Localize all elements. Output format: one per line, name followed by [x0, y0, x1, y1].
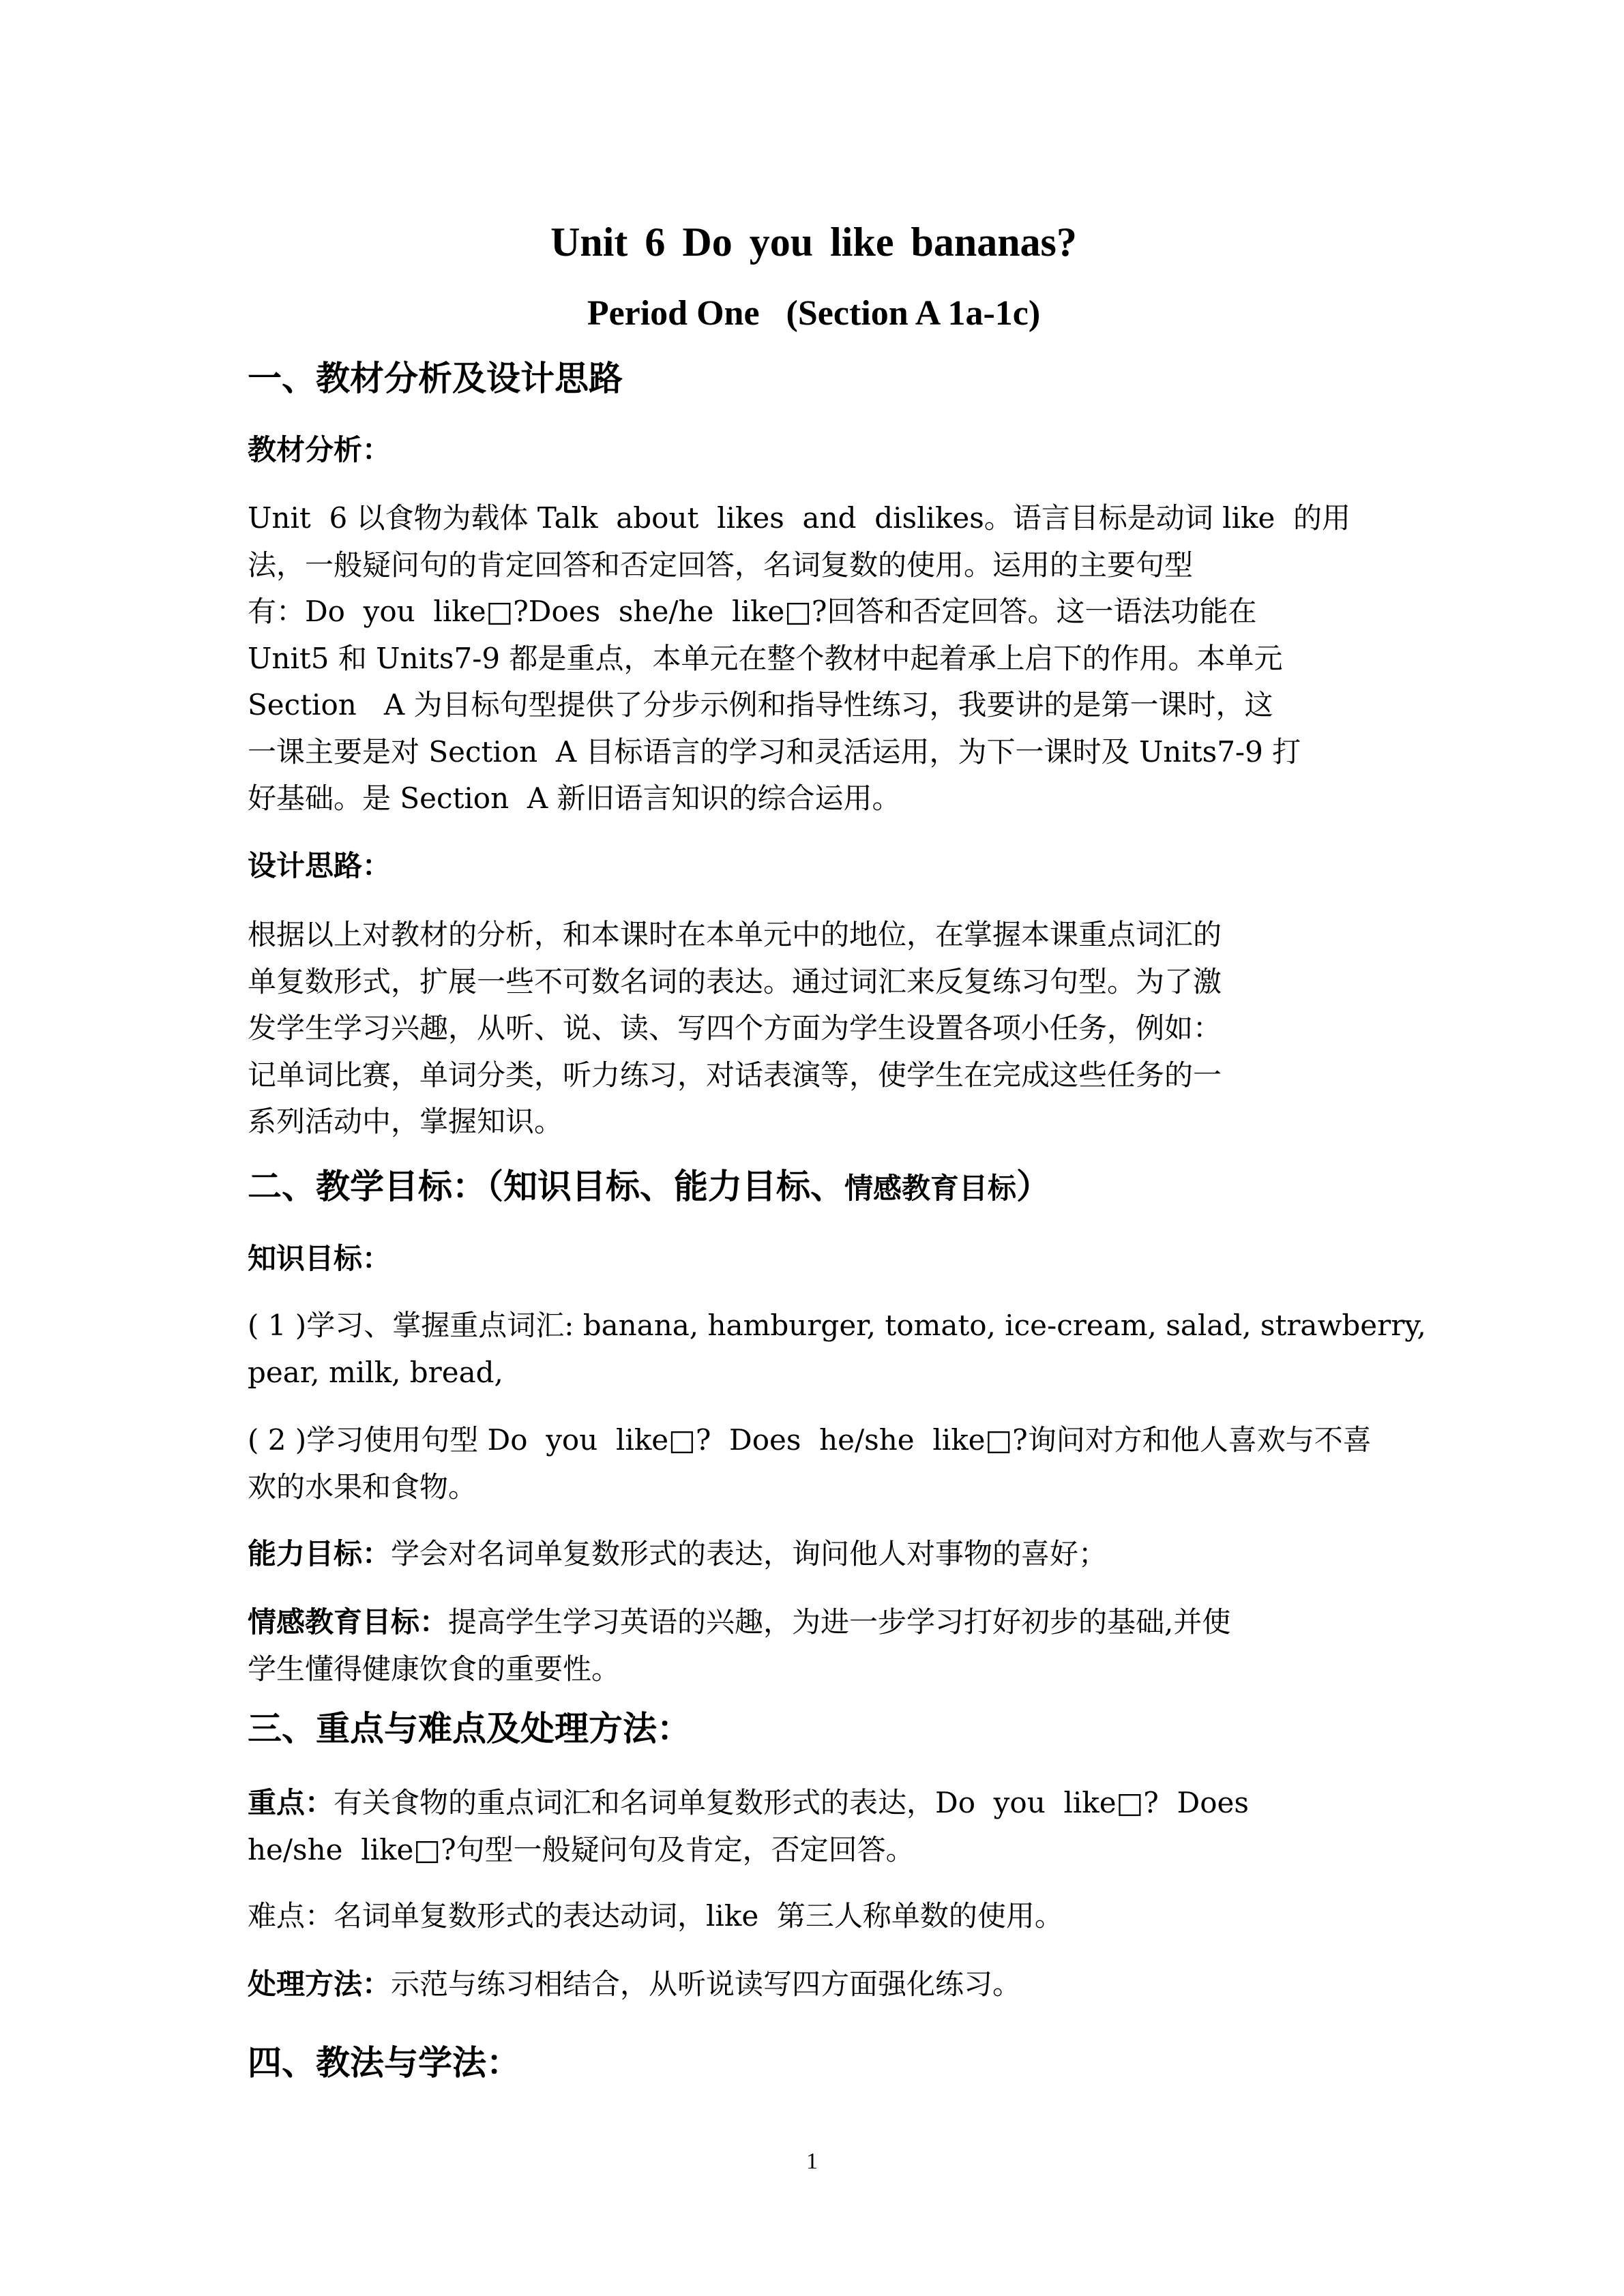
key-text-second: he/she like□?句型一般疑问句及肯定，否定回答。: [248, 1832, 915, 1866]
paragraph-line: Unit5 和 Units7-9 都是重点，本单元在整个教材中起着承上启下的作用。本单元: [248, 641, 1283, 675]
key-label: 重点：: [248, 1786, 334, 1819]
ability-label: 能力目标：: [248, 1537, 392, 1570]
difficulty-text: 难点：名词单复数形式的表达动词，like 第三人称单数的使用。: [248, 1899, 1063, 1933]
section3-heading: 三、重点与难点及处理方法：: [248, 1709, 691, 1748]
paragraph-line: Unit 6 以食物为载体 Talk about likes and dislikes。语言目标是动词 like 的用: [248, 501, 1351, 535]
handling-method: [248, 1961, 1380, 2008]
paragraph-line: pear, milk, bread,: [248, 1355, 503, 1389]
paragraph-line: 单复数形式，扩展一些不可数名词的表达。通过词汇来反复练习句型。为了激: [248, 964, 1222, 998]
emotion-text-first: 提高学生学习英语的兴趣，为进一步学习打好初步的基础,并使: [448, 1605, 1231, 1639]
paragraph-line: ( 2 )学习使用句型 Do you like□? Does he/she like□?询问对方和他人喜欢与不喜: [248, 1423, 1372, 1457]
knowledge-item-1: [248, 1302, 1426, 1396]
section2-heading-small: 情感教育目标: [844, 1172, 1017, 1205]
document-subtitle: Period One (Section A 1a-1c): [587, 294, 1041, 333]
paragraph-line: 法，一般疑问句的肯定回答和否定回答，名词复数的使用。运用的主要句型: [248, 548, 1194, 582]
page-number: 1: [806, 2149, 818, 2174]
paragraph-line: 系列活动中，掌握知识。: [248, 1105, 563, 1138]
method-label: 处理方法：: [248, 1967, 392, 2001]
emotion-label: 情感教育目标：: [248, 1605, 449, 1639]
key-text-first: 有关食物的重点词汇和名词单复数形式的表达，Do you like□? Does: [334, 1786, 1249, 1819]
ability-objective: [248, 1531, 1380, 1578]
paragraph-line: 一课主要是对 Section A 目标语言的学习和灵活运用，为下一课时及 Units7-9 打: [248, 734, 1301, 769]
ability-text: 学会对名词单复数形式的表达，询问他人对事物的喜好；: [391, 1537, 1108, 1570]
section2-heading: [248, 1163, 1380, 1212]
paragraph-line: 好基础。是 Section A 新旧语言知识的综合运用。: [248, 781, 901, 815]
paragraph-line: 记单词比赛，单词分类，听力练习，对话表演等，使学生在完成这些任务的一: [248, 1058, 1222, 1092]
section2-heading-main: 二、教学目标：（知识目标、能力目标、: [248, 1167, 844, 1206]
knowledge-label: 知识目标：: [248, 1242, 392, 1275]
knowledge-item-2: [248, 1417, 1380, 1510]
analysis-paragraph: [248, 495, 1380, 822]
method-text: 示范与练习相结合，从听说读写四方面强化练习。: [391, 1967, 1022, 2001]
paragraph-line: 根据以上对教材的分析，和本课时在本单元中的地位，在掌握本课重点词汇的: [248, 918, 1222, 951]
document-title: Unit 6 Do you like bananas?: [550, 220, 1077, 265]
section4-heading: 四、教法与学法：: [248, 2043, 520, 2083]
paragraph-line: 发学生学习兴趣，从听、说、读、写四个方面为学生设置各项小任务，例如：: [248, 1011, 1222, 1045]
paragraph-line: Section A 为目标句型提供了分步示例和指导性练习，我要讲的是第一课时，这: [248, 688, 1273, 721]
paragraph-line: 有：Do you like□?Does she/he like□?回答和否定回答。这一语法功能在: [248, 595, 1257, 628]
key-points: [248, 1780, 1380, 1873]
emotion-objective: [248, 1599, 1380, 1693]
analysis-label: 教材分析：: [248, 433, 392, 466]
difficulty-points: [248, 1893, 1380, 1940]
emotion-text-second: 学生懂得健康饮食的重要性。: [248, 1652, 621, 1686]
design-paragraph: [248, 912, 1380, 1146]
paragraph-line: 欢的水果和食物。: [248, 1470, 477, 1504]
section2-heading-end: ）: [1016, 1167, 1051, 1206]
section1-heading: 一、教材分析及设计思路: [248, 359, 623, 398]
paragraph-line: ( 1 )学习、掌握重点词汇: banana, hamburger, tomato, ice-cream, salad, strawberry,: [248, 1309, 1426, 1342]
design-label: 设计思路：: [248, 849, 392, 882]
